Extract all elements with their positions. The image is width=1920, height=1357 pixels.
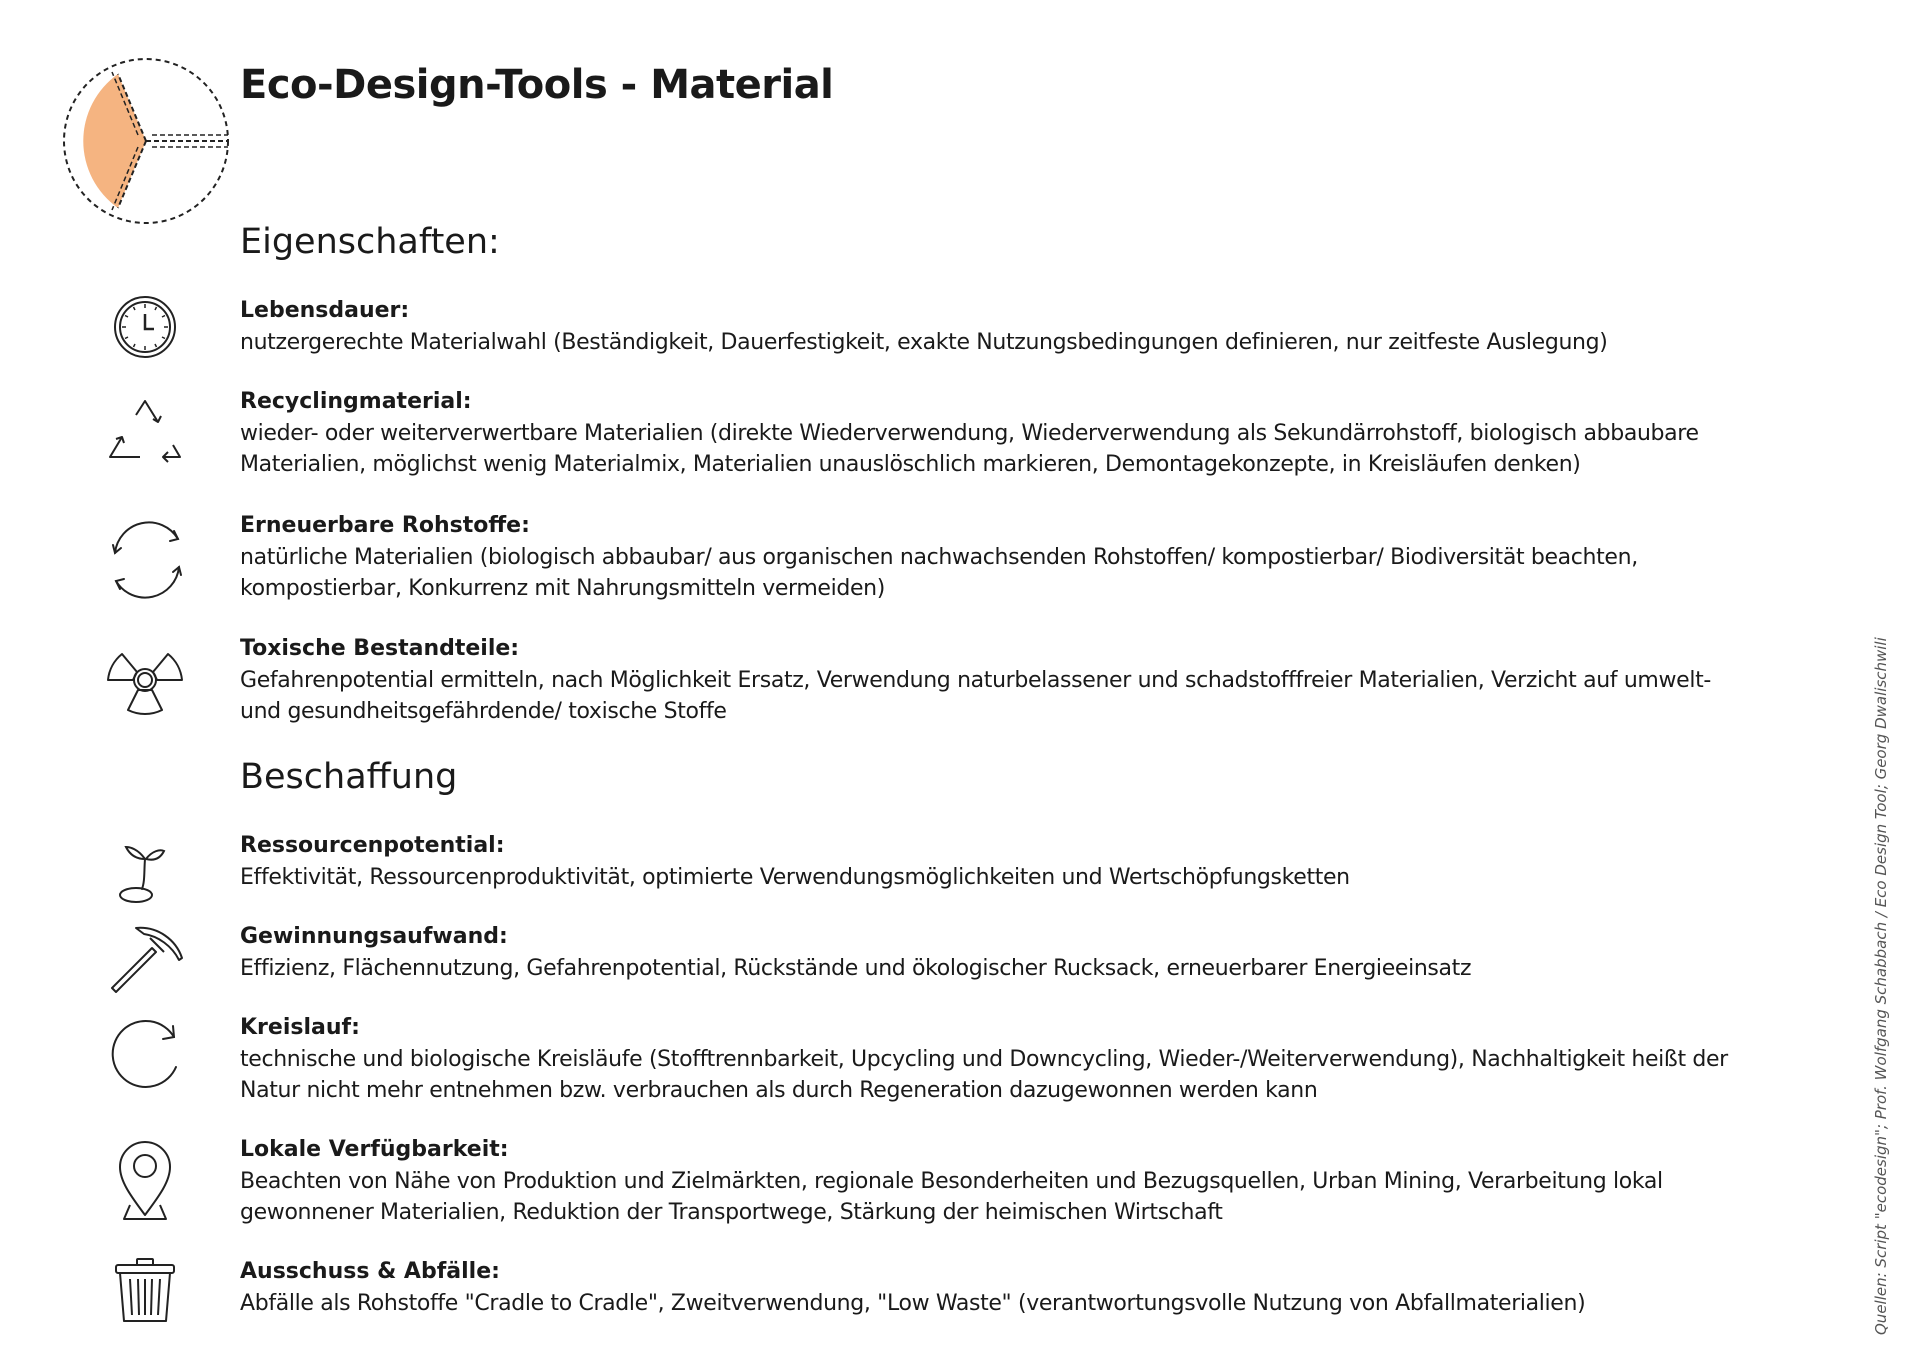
sprout-icon — [100, 833, 190, 923]
section-title-beschaffung: Beschaffung — [240, 757, 458, 797]
section-title-eigenschaften: Eigenschaften: — [240, 222, 500, 262]
item-heading: Lebensdauer: — [240, 298, 410, 323]
item-heading: Ausschuss & Abfälle: — [240, 1259, 500, 1284]
item-text: natürliche Materialien (biologisch abbaubar/ aus organischen nachwachsenden Rohstoffen/ kompostierbar/ Biodiversität beachten, kompostierbar, Konkurrenz mit Nahrungsmitteln vermeiden) — [240, 545, 1638, 601]
item-text: nutzergerechte Materialwahl (Beständigkeit, Dauerfestigkeit, exakte Nutzungsbedingungen definieren, nur zeitfeste Auslegung) — [240, 330, 1608, 355]
radiation-icon — [100, 640, 190, 730]
item-heading: Toxische Bestandteile: — [240, 636, 520, 661]
item-text: Effizienz, Flächennutzung, Gefahrenpotential, Rückstände und ökologischer Rucksack, erneuerbarer Energieeinsatz — [240, 956, 1472, 981]
eco-design-logo — [60, 55, 240, 235]
item-heading: Lokale Verfügbarkeit: — [240, 1137, 509, 1162]
circular-arrow-icon — [100, 1017, 190, 1107]
item-heading: Kreislauf: — [240, 1015, 360, 1040]
item-text: Abfälle als Rohstoffe "Cradle to Cradle", Zweitverwendung, "Low Waste" (verantwortungsvolle Nutzung von Abfallmaterialien) — [240, 1291, 1586, 1316]
pickaxe-icon — [100, 918, 190, 1008]
clock-icon — [100, 296, 190, 386]
item-text: technische und biologische Kreisläufe (Stofftrennbarkeit, Upcycling und Downcycling, Wieder-/Weiterverwendung), Nachhaltigkeit heißt der Natur nicht mehr entnehmen bzw. verbrauchen als durch Regeneration dazugewonnen werden kann — [240, 1047, 1728, 1103]
item-text: wieder- oder weiterverwertbare Materialien (direkte Wiederverwendung, Wiederverwendung als Sekundärrohstoff, biologisch abbaubare Materialien, möglichst wenig Materialmix, Materialien unauslöschlich markieren, Demontagekonzepte, in Kreisläufen denken) — [240, 421, 1699, 477]
item-heading: Ressourcenpotential: — [240, 833, 505, 858]
item-text: Effektivität, Ressourcenproduktivität, optimierte Verwendungsmöglichkeiten und Wertschöpfungsketten — [240, 865, 1350, 890]
item-heading: Gewinnungsaufwand: — [240, 924, 508, 949]
item-heading: Recyclingmaterial: — [240, 389, 472, 414]
item-text: Beachten von Nähe von Produktion und Zielmärkten, regionale Besonderheiten und Bezugsquellen, Urban Mining, Verarbeitung lokal gewonnener Materialien, Reduktion der Transportwege, Stärkung der heimischen Wirtschaft — [240, 1169, 1663, 1225]
item-text: Gefahrenpotential ermitteln, nach Möglichkeit Ersatz, Verwendung naturbelassener und schadstofffreier Materialien, Verzicht auf umwelt- und gesundheitsgefährdende/ toxische Stoffe — [240, 668, 1711, 724]
source-note: Quellen: Script "ecodesign"; Prof. Wolfgang Schabbach / Eco Design Tool; Georg Dwalischwili — [1872, 637, 1890, 1335]
item-heading: Erneuerbare Rohstoffe: — [240, 513, 530, 538]
page-title: Eco-Design-Tools - Material — [240, 62, 834, 108]
renewable-cycle-icon — [100, 517, 190, 607]
logo-highlight-sector — [83, 74, 146, 208]
location-pin-icon — [100, 1135, 190, 1225]
trash-bin-icon — [100, 1253, 190, 1343]
recycling-icon — [100, 397, 190, 487]
